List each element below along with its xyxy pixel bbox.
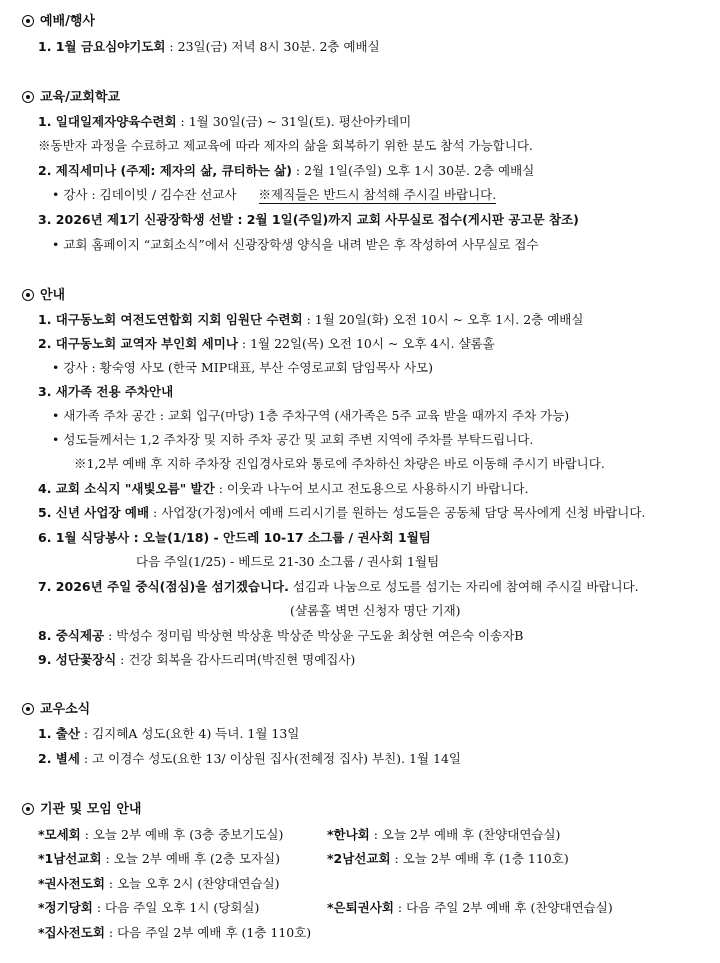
notice-item-6-line-2: 다음 주일(1/25) - 베드로 21-30 소그룹 / 권사회 1월팀	[136, 554, 440, 569]
group-item-deacon: *집사전도회 : 다음 주일 2부 예배 후 (1층 110호)	[38, 925, 312, 940]
notice-item-9: 9. 성단꽃장식 : 건강 회복을 감사드리며(박진현 명예집사)	[38, 652, 356, 667]
section-title-notice: 안내	[22, 287, 65, 305]
target-bullet-icon	[22, 703, 34, 715]
worship-item-1: 1. 1월 금요심야기도회 : 23일(금) 저녁 8시 30분. 2층 예배실	[38, 39, 380, 54]
notice-item-3-bullet-2: • 성도들께서는 1,2 주차장 및 지하 주차 공간 및 교회 주변 지역에 주차를 부탁드립니다.	[52, 432, 534, 447]
section-title-worship: 예배/행사	[22, 13, 95, 31]
group-item-mens-2: *2남선교회 : 오늘 2부 예배 후 (1층 110호)	[327, 851, 569, 866]
notice-item-4: 4. 교회 소식지 "새빛오름" 발간 : 이웃과 나누어 보시고 전도용으로 사용하시기 바랍니다.	[38, 481, 529, 496]
target-bullet-icon	[22, 15, 34, 27]
notice-item-8: 8. 중식제공 : 박성수 정미림 박상현 박상훈 박상준 박상윤 구도윤 최상현 여은숙 이송자B	[38, 628, 524, 643]
group-item-gwonsa: *권사전도회 : 오늘 오후 2시 (찬양대연습실)	[38, 876, 280, 891]
education-item-1-note: ※동반자 과정을 수료하고 제교육에 따라 제자의 삶을 회복하기 위한 분도 참석 가능합니다.	[38, 138, 533, 153]
education-item-2: 2. 제직세미나 (주제: 제자의 삶, 큐티하는 삶) : 2월 1일(주일) 오후 1시 30분. 2층 예배실	[38, 163, 535, 178]
members-item-1: 1. 출산 : 김지혜A 성도(요한 4) 득녀. 1월 13일	[38, 726, 300, 741]
education-item-3: 3. 2026년 제1기 신광장학생 선발 : 2월 1일(주일)까지 교회 사무실로 접수(게시판 공고문 참조)	[38, 212, 579, 227]
group-item-session: *정기당회 : 다음 주일 오후 1시 (당회실)	[38, 900, 260, 915]
education-item-3-bullet: • 교회 홈페이지 “교회소식”에서 신광장학생 양식을 내려 받은 후 작성하여 사무실로 접수	[52, 237, 539, 252]
target-bullet-icon	[22, 289, 34, 301]
target-bullet-icon	[22, 91, 34, 103]
notice-item-3: 3. 새가족 전용 주차안내	[38, 384, 174, 399]
notice-item-6: 6. 1월 식당봉사 : 오늘(1/18) - 안드레 10-17 소그룹 / 권사회 1월팀	[38, 530, 431, 545]
notice-item-2: 2. 대구동노회 교역자 부인회 세미나 : 1월 22일(목) 오전 10시 ~ 오후 4시. 샬롬홀	[38, 336, 495, 351]
group-item-mose: *모세회 : 오늘 2부 예배 후 (3층 중보기도실)	[38, 827, 284, 842]
target-bullet-icon	[22, 803, 34, 815]
notice-item-7: 7. 2026년 주일 중식(점심)을 섬기겠습니다. 섬김과 나눔으로 성도를 섬기는 자리에 참여해 주시길 바랍니다.	[38, 579, 639, 594]
education-item-2-bullet: • 강사 : 김데이빗 / 김수잔 선교사 ※제직들은 반드시 참석해 주시길 바랍니다.	[52, 187, 497, 202]
notice-item-1: 1. 대구동노회 여전도연합회 지회 임원단 수련회 : 1월 20일(화) 오전 10시 ~ 오후 1시. 2층 예배실	[38, 312, 584, 327]
group-item-mens-1: *1남선교회 : 오늘 2부 예배 후 (2층 모자실)	[38, 851, 280, 866]
education-item-1: 1. 일대일제자양육수련회 : 1월 30일(금) ~ 31일(토). 평산아카데미	[38, 114, 412, 129]
members-item-2: 2. 별세 : 고 이경수 성도(요한 13/ 이상원 집사(전혜정 집사) 부친). 1월 14일	[38, 751, 461, 766]
section-title-groups: 기관 및 모임 안내	[22, 801, 141, 819]
section-title-education: 교육/교회학교	[22, 89, 120, 107]
group-item-hannah: *한나회 : 오늘 2부 예배 후 (찬양대연습실)	[327, 827, 561, 842]
section-title-members: 교우소식	[22, 701, 90, 719]
notice-item-3-note: ※1,2부 예배 후 지하 주차장 진입경사로와 통로에 주차하신 차량은 바로 이동해 주시기 바랍니다.	[74, 456, 605, 471]
notice-item-2-bullet: • 강사 : 황숙영 사모 (한국 MIP대표, 부산 수영로교회 담임목사 사모)	[52, 360, 433, 375]
notice-item-5: 5. 신년 사업장 예배 : 사업장(가정)에서 예배 드리시기를 원하는 성도들은 공동체 담당 목사에게 신청 바랍니다.	[38, 505, 646, 520]
group-item-retired-gwonsa: *은퇴권사회 : 다음 주일 2부 예배 후 (찬양대연습실)	[327, 900, 613, 915]
notice-item-7-line-2: (샬롬홀 벽면 신청자 명단 기재)	[290, 603, 461, 618]
notice-item-3-bullet-1: • 새가족 주차 공간 : 교회 입구(마당) 1층 주차구역 (새가족은 5주 교육 받을 때까지 주차 가능)	[52, 408, 570, 423]
